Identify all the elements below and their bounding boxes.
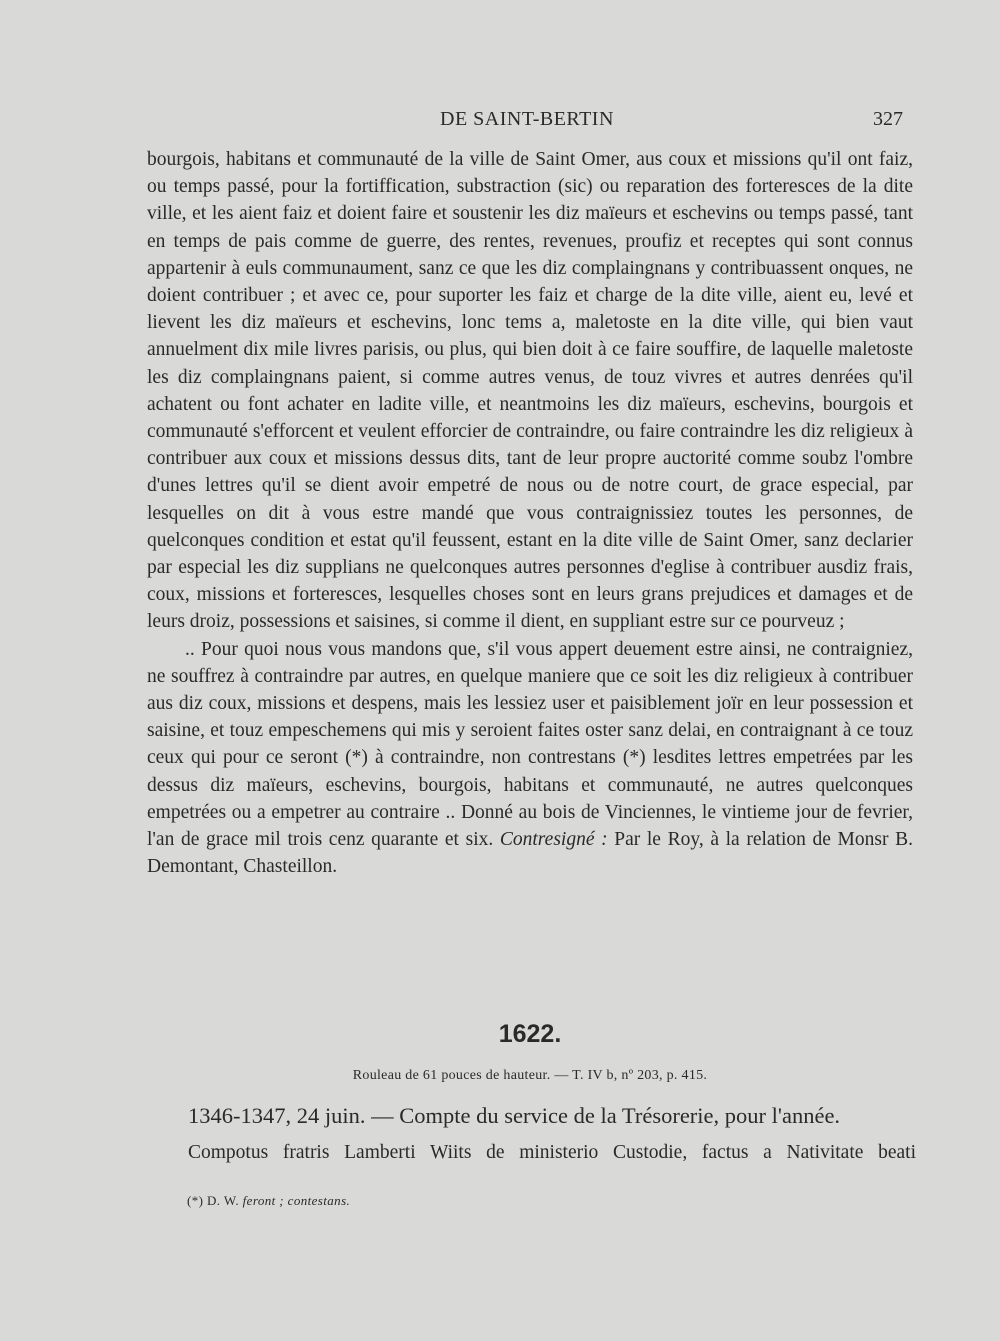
contresigne-label: Contresigné : (499, 829, 608, 851)
body-text (147, 146, 913, 880)
entry-heading: 1346-1347, 24 juin. — Compte du service de la Trésorerie, pour l'année. (188, 1103, 841, 1128)
footnote (187, 1193, 350, 1209)
paragraph-text: .. Pour quoi nous vous mandons que, s'il vous appert deuement estre ainsi, ne contraigniez, ne souffrez à contraindre par autres, en quelque maniere que ce soit les diz religieux à contribuer aus diz coux, missions et despens, mais les lessiez user et paisiblement joïr en leur possession et saisine, et touz empeschemens qui mis y seroient faites oster sanz delai, en contraignant à ce touz ceux qui pour ce seront (*) à contraindre, non contrestans (*) lesdites lettres empetrées par les dessus diz maïeurs, eschevins, bourgois, habitans et communauté, ne autres quelconques empetrées ou a empetrer au contraire .. Donné au bois de Vinciennes, le vintieme jour de fevrier, l'an de grace mil trois cenz quarante et six. (147, 638, 913, 851)
page-number: 327 (873, 108, 903, 130)
running-title: DE SAINT-BERTIN (440, 108, 614, 130)
paragraph: bourgois, habitans et communauté de la ville de Saint Omer, aus coux et missions qu'il ont faiz, ou temps passé, pour la fortiffication, substraction (sic) ou reparation des forteresces de la dite ville, et les aient faiz et doient faire et soustenir les diz maïeurs et eschevins ou temps passé, tant en temps de pais comme de guerre, des rentes, revenues, proufiz et receptes qui sont connus appartenir à euls communaument, sanz ce que les diz complaingnans y contribuassent onques, ne doient contribuer ; et avec ce, pour suporter les faiz et charge de la dite ville, aient eu, levé et lievent les diz maïeurs et eschevins, lonc tems a, maletoste en la dite ville, qui bien vaut annuelment dix mile livres parisis, ou plus, qui bien doit à ce faire souffire, de laquelle maletoste les diz complaingnans paient, si comme autres venus, de touz vivres et autres denrées qu'il achatent ou font achater en ladite ville, et neantmoins les diz maïeurs, eschevins, bourgois et communauté s'efforcent et veulent efforcier de contraindre, ou faire contraindre les diz religieux à contribuer aux coux et missions dessus dits, tant de leur propre auctorité comme soubz l'ombre d'unes lettres qu'il se dient avoir empetré de nous ou de notre court, de grace especial, par lesquelles on dit à vous estre mandé que vous contraignissiez toutes les personnes, de quelconques condition et estat qu'il feussent, estant en la dite ville de Saint Omer, sanz declarier par especial les diz supplians ne quelconques autres personnes d'eglise à contribuer ausdiz frais, coux, missions et forteresces, lesquelles choses sont en leurs grans prejudices et damages et de leurs droiz, possessions et saisines, si comme il dient, en suppliant estre sur ce pourveuz ; (147, 149, 913, 633)
footnote-text: feront ; contestans. (242, 1193, 351, 1208)
document-number: 1622. (498, 1020, 562, 1048)
entry-text: Compotus fratris Lamberti Wiits de ministerio Custodie, factus a Nativitate beati (188, 1142, 916, 1163)
paragraph (147, 636, 913, 881)
footnote-marker: (*) D. W. (187, 1193, 239, 1208)
source-note: Rouleau de 61 pouces de hauteur. — T. IV b, nº 203, p. 415. (352, 1068, 708, 1083)
paragraph-end: Par le Roy, à la relation de Monsr B. Demontant, Chasteillon. (147, 829, 913, 878)
